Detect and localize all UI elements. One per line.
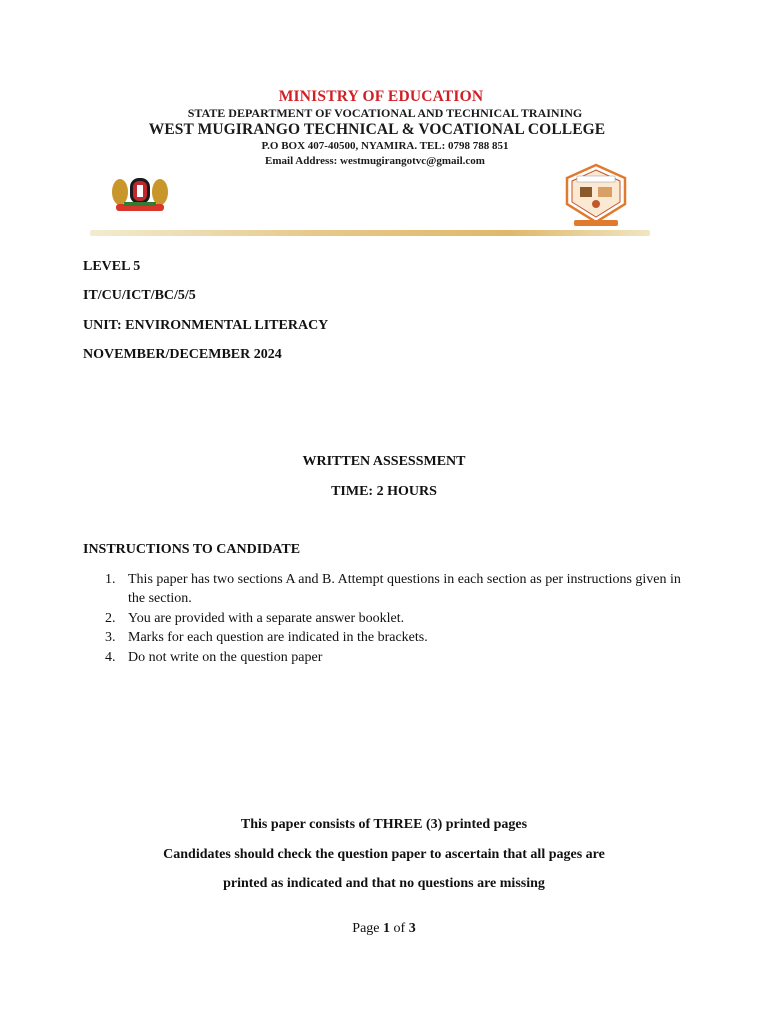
instruction-text: Do not write on the question paper xyxy=(128,649,323,665)
page-number xyxy=(0,921,768,937)
list-item xyxy=(83,648,683,667)
list-item xyxy=(83,609,683,628)
exam-time: TIME: 2 HOURS xyxy=(331,484,437,499)
page-prefix: Page xyxy=(352,921,380,936)
list-item xyxy=(83,628,683,647)
exam-code: IT/CU/ICT/BC/5/5 xyxy=(83,288,196,303)
college-address: P.O BOX 407-40500, NYAMIRA. TEL: 0798 788 851 xyxy=(261,140,509,152)
list-number: 1. xyxy=(105,572,116,587)
exam-period: NOVEMBER/DECEMBER 2024 xyxy=(83,347,282,362)
list-item xyxy=(83,570,683,608)
instruction-text: Marks for each question are indicated in the brackets. xyxy=(128,630,428,645)
page-current: 1 xyxy=(383,921,391,936)
college-logo-icon xyxy=(562,162,630,230)
page-total: 3 xyxy=(408,921,416,936)
list-number: 2. xyxy=(105,610,116,626)
check-note-line2: printed as indicated and that no questions are missing xyxy=(223,876,545,891)
instruction-text: You are provided with a separate answer booklet. xyxy=(128,610,405,626)
college-email: Email Address: westmugirangotvc@gmail.com xyxy=(265,155,485,167)
letterhead xyxy=(88,86,662,240)
kenya-coat-of-arms-icon xyxy=(106,170,174,214)
exam-unit: UNIT: ENVIRONMENTAL LITERACY xyxy=(83,318,329,333)
exam-level: LEVEL 5 xyxy=(83,259,141,274)
instructions-list xyxy=(83,570,683,667)
list-number: 3. xyxy=(105,630,116,645)
state-department: STATE DEPARTMENT OF VOCATIONAL AND TECHNICAL TRAINING xyxy=(187,106,583,120)
ministry-title: MINISTRY OF EDUCATION xyxy=(278,88,484,105)
assessment-title: WRITTEN ASSESSMENT xyxy=(302,454,466,469)
college-name: WEST MUGIRANGO TECHNICAL & VOCATIONAL COLLEGE xyxy=(148,121,606,138)
page-of: of xyxy=(393,921,406,936)
check-note-line1: Candidates should check the question paper to ascertain that all pages are xyxy=(163,847,605,862)
list-number: 4. xyxy=(105,649,116,665)
instructions-heading: INSTRUCTIONS TO CANDIDATE xyxy=(83,542,301,557)
letterhead-divider xyxy=(90,230,650,236)
instruction-text: This paper has two sections A and B. Attempt questions in each section as per instructions given in the section. xyxy=(128,572,681,606)
page-count-note: This paper consists of THREE (3) printed pages xyxy=(240,817,528,832)
